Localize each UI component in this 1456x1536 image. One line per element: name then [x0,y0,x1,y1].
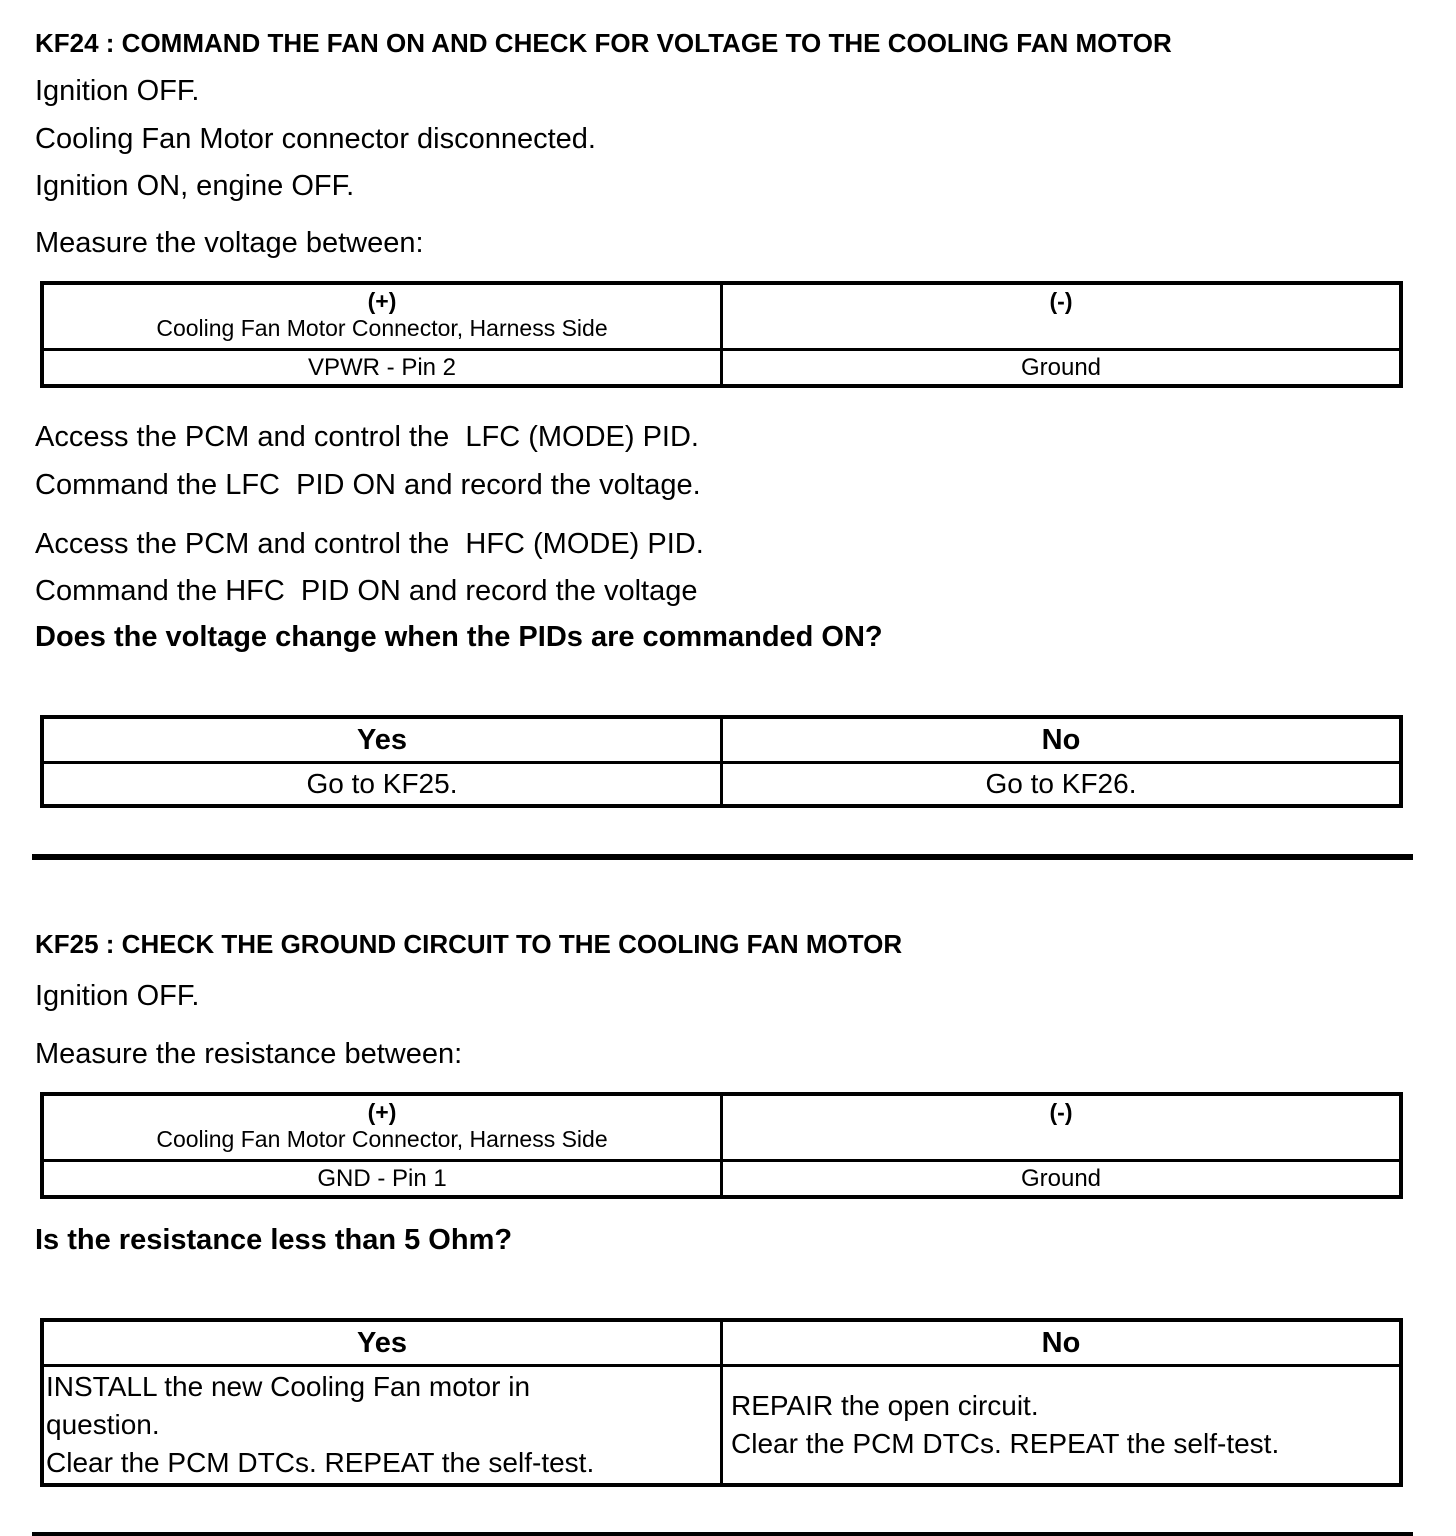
plus-value-cell: VPWR - Pin 2 [42,350,722,387]
minus-sign-label: (-) [1049,1099,1073,1125]
plus-header-cell [42,283,722,350]
yes-action-cell [42,1366,722,1486]
answer-header-row [42,1320,1401,1366]
plus-sign-label: (+) [367,1099,397,1125]
kf24-title: KF24 : COMMAND THE FAN ON AND CHECK FOR VOLTAGE TO THE COOLING FAN MOTOR [35,28,1172,58]
table-header-row [42,1094,1401,1161]
kf24-step-command-lfc: Command the LFC PID ON and record the voltage. [35,469,701,501]
no-action-line: Clear the PCM DTCs. REPEAT the self-test. [731,1428,1280,1459]
kf24-step-command-hfc: Command the HFC PID ON and record the voltage [35,575,698,607]
plus-sub-label: Cooling Fan Motor Connector, Harness Side [156,1126,608,1152]
section-divider-rule [32,854,1413,860]
minus-header-cell [722,1094,1402,1161]
minus-value-cell: Ground [722,1161,1402,1198]
section-kf24 [35,28,1406,808]
kf25-resistance-measure-table [40,1092,1403,1199]
no-action-line: REPAIR the open circuit. [731,1390,1039,1421]
yes-header-cell: Yes [42,717,722,763]
table-header-row [42,283,1401,350]
table-value-row [42,350,1401,387]
kf24-question: Does the voltage change when the PIDs are commanded ON? [35,621,883,653]
answer-header-row [42,717,1401,763]
answer-action-row [42,763,1401,807]
plus-sign-label: (+) [367,288,397,314]
section-kf25 [35,929,1406,1487]
minus-sign-label: (-) [1049,288,1073,314]
yes-action-line: INSTALL the new Cooling Fan motor in [46,1371,531,1402]
answer-action-row [42,1366,1401,1486]
minus-header-cell [722,283,1402,350]
no-header-cell: No [722,1320,1402,1366]
bottom-rule [32,1532,1413,1536]
kf24-step-measure-voltage: Measure the voltage between: [35,227,424,259]
kf24-answer-table [40,715,1403,808]
yes-action-line: question. [46,1409,160,1440]
kf24-step-connector-disconnected: Cooling Fan Motor connector disconnected. [35,123,596,155]
kf24-step-access-lfc: Access the PCM and control the LFC (MODE) PID. [35,421,699,453]
kf25-title: KF25 : CHECK THE GROUND CIRCUIT TO THE COOLING FAN MOTOR [35,929,903,959]
yes-action-line: Clear the PCM DTCs. REPEAT the self-test. [46,1447,595,1478]
kf24-step-ignition-off: Ignition OFF. [35,75,200,107]
kf25-answer-table [40,1318,1403,1487]
kf25-step-ignition-off: Ignition OFF. [35,980,200,1012]
table-value-row [42,1161,1401,1198]
kf25-step-measure-resistance: Measure the resistance between: [35,1038,463,1070]
yes-header-cell: Yes [42,1320,722,1366]
minus-value-cell: Ground [722,350,1402,387]
plus-sub-label: Cooling Fan Motor Connector, Harness Side [156,315,608,341]
yes-action-cell: Go to KF25. [42,763,722,807]
no-action-cell [722,1366,1402,1486]
plus-value-cell: GND - Pin 1 [42,1161,722,1198]
kf24-voltage-measure-table [40,281,1403,388]
kf24-step-access-hfc: Access the PCM and control the HFC (MODE) PID. [35,528,704,560]
no-action-cell: Go to KF26. [722,763,1402,807]
kf25-question: Is the resistance less than 5 Ohm? [35,1224,513,1256]
no-header-cell: No [722,717,1402,763]
kf24-step-ignition-on: Ignition ON, engine OFF. [35,170,355,202]
plus-header-cell [42,1094,722,1161]
